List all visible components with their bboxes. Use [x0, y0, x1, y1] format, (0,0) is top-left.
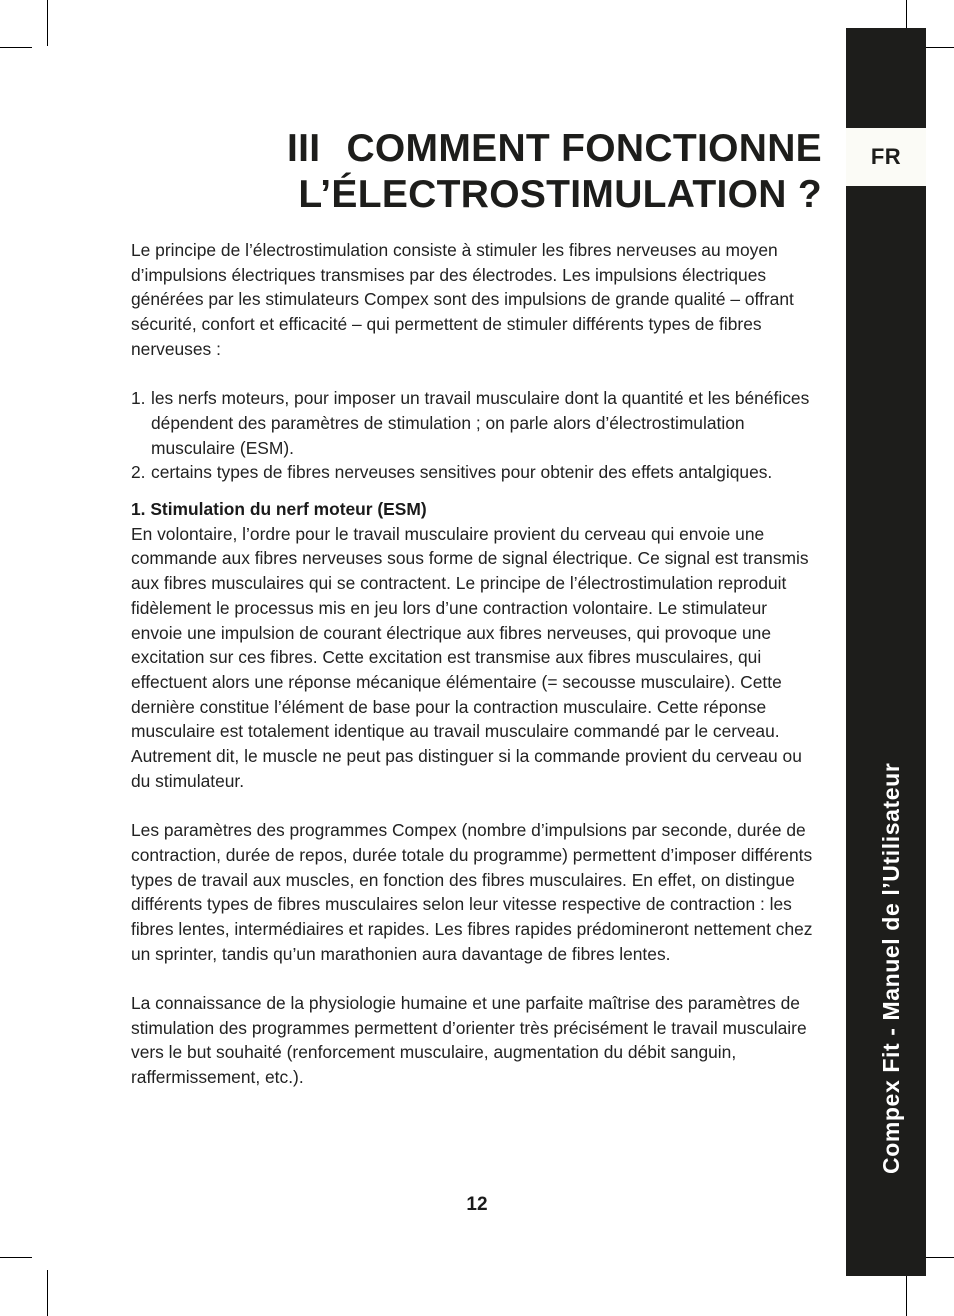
chapter-title-text: COMMENT FONCTIONNE — [346, 127, 822, 170]
chapter-title-line2: L’ÉLECTROSTIMULATION ? — [298, 173, 822, 216]
page-content — [131, 238, 821, 1090]
body-paragraph: Les paramètres des programmes Compex (nombre d’impulsions par seconde, durée de contraction, durée de repos, durée totale du programme) permettent d’imposer différents types de travail aux muscles, en fonction des fibres musculaires. En effet, on distingue différents types de fibres musculaires selon leur vitesse respective de contraction : les fibres lentes, intermédiaires et rapides. Les fibres rapides prédomineront nettement chez un sprinter, tandis qu’un marathonien aura davantage de fibres lentes. — [131, 820, 813, 964]
chapter-title-line1 — [130, 126, 822, 172]
chapter-title — [130, 126, 822, 218]
body-paragraph: La connaissance de la physiologie humaine et une parfaite maîtrise des paramètres de stimulation des programmes permettent d’orienter très précisément le travail musculaire vers le but souhaité (renforcement musculaire, augmentation du débit sanguin, raffermissement, etc.). — [131, 993, 807, 1088]
chapter-numeral: III — [287, 127, 321, 170]
crop-mark — [47, 1270, 48, 1316]
list-item — [131, 460, 821, 485]
section-heading: 1. Stimulation du nerf moteur (ESM) — [131, 499, 427, 520]
crop-mark — [0, 1257, 32, 1258]
crop-mark — [906, 1270, 907, 1316]
crop-mark — [47, 0, 48, 46]
manual-title-vertical: Compex Fit - Manuel de l’Utilisateur — [878, 762, 904, 1174]
list-number: 1. — [131, 388, 146, 409]
list-item — [131, 386, 821, 460]
crop-mark — [922, 1257, 954, 1258]
list-text: certains types de fibres nerveuses sensitives pour obtenir des effets antalgiques. — [151, 462, 773, 483]
intro-paragraph: Le principe de l’électrostimulation consiste à stimuler les fibres nerveuses au moyen d’impulsions électriques transmises par des électrodes. Les impulsions électriques générées par les stimulateurs Compex sont des impulsions de grande qualité – offrant sécurité, confort et efficacité – qui permettent de stimuler différents types de fibres nerveuses : — [131, 240, 794, 359]
fiber-types-list — [131, 386, 821, 485]
language-label: FR — [870, 144, 902, 169]
list-text: les nerfs moteurs, pour imposer un travail musculaire dont la quantité et les bénéfices dépendent des paramètres de stimulation ; on parle alors d’électrostimulation musculaire (ESM). — [151, 388, 810, 458]
body-paragraph: En volontaire, l’ordre pour le travail musculaire provient du cerveau qui envoie une commande aux fibres nerveuses sous forme de signal électrique. Ce signal est transmis aux fibres musculaires qui se contractent. Le principe de l’électrostimulation reproduit fidèlement le processus mis en jeu lors d’une contraction volontaire. Le stimulateur envoie une impulsion de courant électrique aux fibres nerveuses, qui provoque une excitation sur ces fibres. Cette excitation est transmise aux fibres musculaires, qui effectuent alors une réponse mécanique élémentaire (= secousse musculaire). Cette dernière constitue l’élément de base pour la contraction musculaire. Cette réponse musculaire est totalement identique au travail musculaire commandé par le cerveau. Autrement dit, le muscle ne peut pas distinguer si la commande provient du cerveau ou du stimulateur. — [131, 523, 809, 791]
crop-mark — [922, 47, 954, 48]
list-number: 2. — [131, 462, 146, 483]
language-tab — [846, 128, 926, 186]
page-number: 12 — [466, 1194, 488, 1215]
crop-mark — [0, 47, 32, 48]
